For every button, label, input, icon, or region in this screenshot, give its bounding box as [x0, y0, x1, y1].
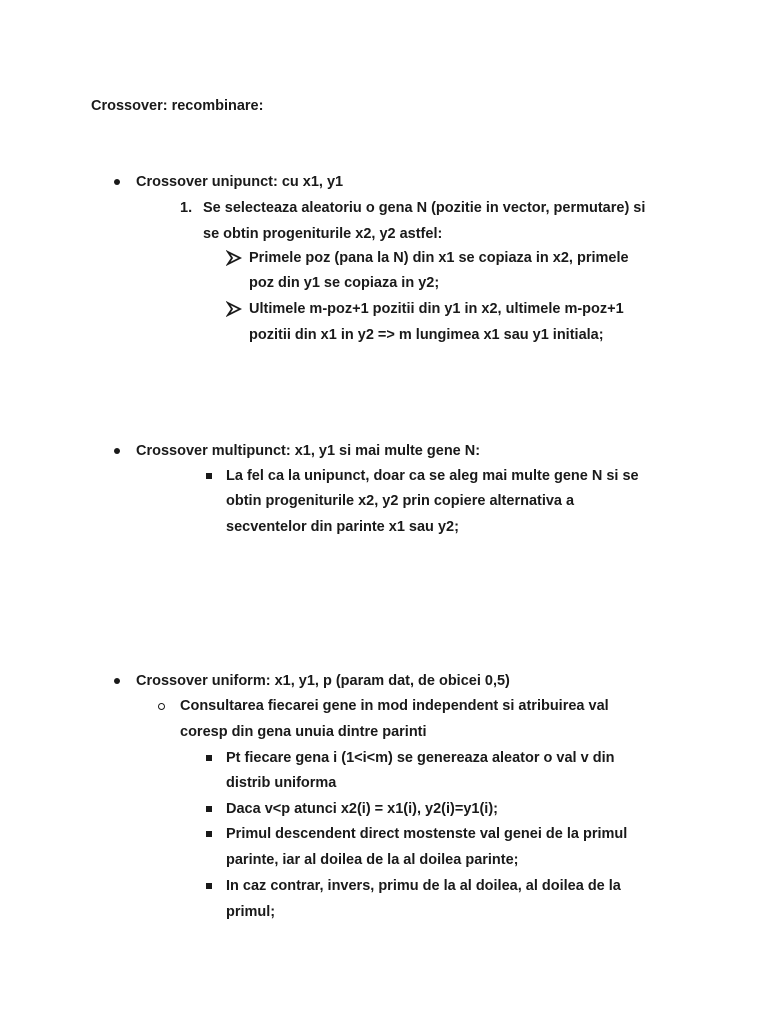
document-title: Crossover: recombinare: — [91, 98, 264, 114]
arrow-bullet-icon — [226, 301, 242, 317]
square-bullet-icon — [206, 831, 212, 837]
list-item-line: distrib uniforma — [226, 775, 337, 791]
sub-item-line: coresp din gena unuia dintre parinti — [180, 724, 427, 740]
square-bullet-icon — [206, 755, 212, 761]
sub-item-line: Ultimele m-poz+1 pozitii din y1 in x2, ultimele m-poz+1 — [249, 301, 624, 317]
sub-item-line: obtin progeniturile x2, y2 prin copiere alternativa a — [226, 493, 575, 509]
sub-item-line: Primele poz (pana la N) din x1 se copiaza in x2, primele — [249, 250, 629, 266]
section-uniform-heading: Crossover uniform: x1, y1, p (param dat, de obicei 0,5) — [136, 673, 510, 689]
bullet-dot-icon — [114, 179, 120, 185]
section-unipunct-heading: Crossover unipunct: cu x1, y1 — [136, 174, 344, 190]
arrow-bullet-icon — [226, 250, 242, 266]
sub-item-line: poz din y1 se copiaza in y2; — [249, 275, 440, 291]
square-bullet-icon — [206, 473, 212, 479]
list-item-line: parinte, iar al doilea de la al doilea parinte; — [226, 852, 519, 868]
square-bullet-icon — [206, 883, 212, 889]
step-text-line: se obtin progeniturile x2, y2 astfel: — [203, 226, 443, 242]
list-item-line: Pt fiecare gena i (1<i<m) se genereaza aleator o val v din — [226, 750, 615, 766]
bullet-dot-icon — [114, 678, 120, 684]
sub-item-line: Consultarea fiecarei gene in mod independent si atribuirea val — [180, 698, 609, 714]
sub-item-line: pozitii din x1 in y2 => m lungimea x1 sau y1 initiala; — [249, 327, 604, 343]
list-item-line: Daca v<p atunci x2(i) = x1(i), y2(i)=y1(i); — [226, 801, 498, 817]
sub-item-line: secventelor din parinte x1 sau y2; — [226, 519, 459, 535]
step-number: 1. — [180, 200, 193, 216]
list-item-line: In caz contrar, invers, primu de la al doilea, al doilea de la — [226, 878, 621, 894]
sub-item-line: La fel ca la unipunct, doar ca se aleg mai multe gene N si se — [226, 468, 639, 484]
list-item-line: primul; — [226, 904, 276, 920]
circle-bullet-icon — [158, 703, 165, 710]
bullet-dot-icon — [114, 448, 120, 454]
list-item-line: Primul descendent direct mostenste val genei de la primul — [226, 826, 628, 842]
square-bullet-icon — [206, 806, 212, 812]
step-text-line: Se selecteaza aleatoriu o gena N (pozitie in vector, permutare) si — [203, 200, 646, 216]
section-multipunct-heading: Crossover multipunct: x1, y1 si mai multe gene N: — [136, 443, 481, 459]
